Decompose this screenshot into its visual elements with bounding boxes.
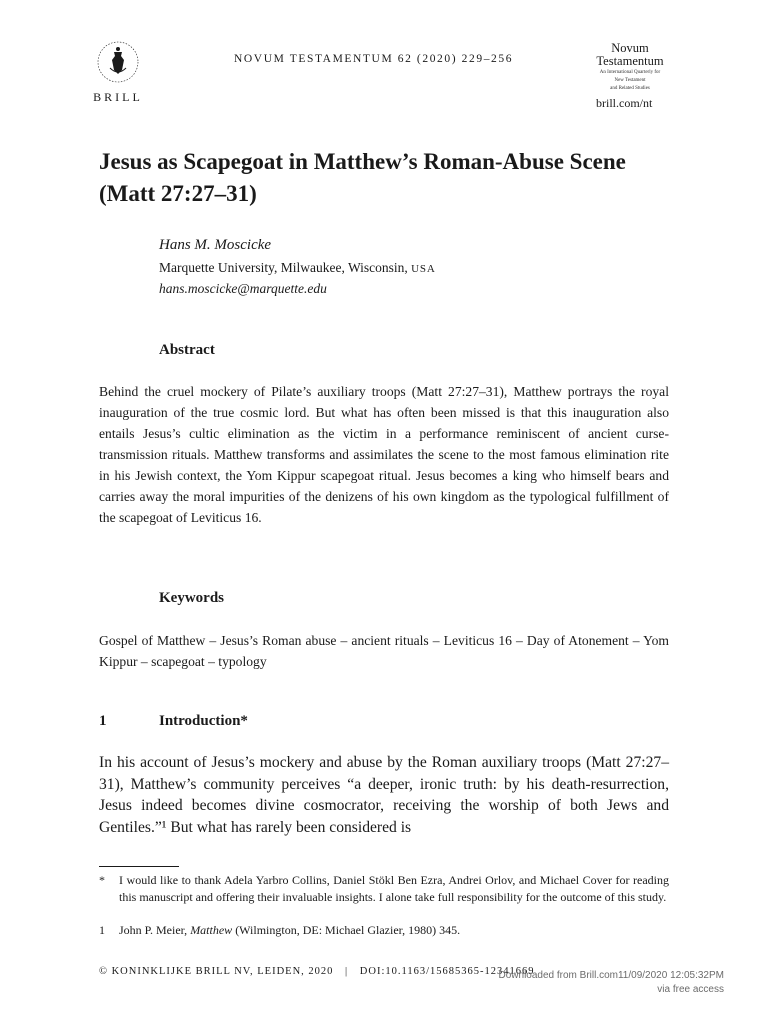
download-watermark	[499, 969, 725, 997]
affiliation-text: Marquette University, Milwaukee, Wisconsin,	[159, 260, 408, 275]
footnote-text	[119, 922, 669, 939]
footnote-text: I would like to thank Adela Yarbro Collins, Daniel Stökl Ben Ezra, Andrei Orlov, and Michael Cover for reading this manuscript and offering their invaluable insights. I alone take full responsibility for the outcome of this study.	[119, 873, 669, 904]
journal-name-line1: Novum	[611, 41, 649, 55]
journal-subtitle-3: and Related Studies	[610, 85, 650, 91]
article-title: Jesus as Scapegoat in Matthew’s Roman-Abuse Scene (Matt 27:27–31)	[99, 149, 626, 206]
journal-name-line2: Testamentum	[596, 54, 664, 69]
journal-subtitle-1: An International Quarterly for	[599, 70, 661, 76]
access-info: via free access	[657, 984, 724, 995]
footnote-text-pre: John P. Meier,	[119, 923, 191, 937]
affiliation-country: USA	[411, 263, 436, 275]
keywords-text: Gospel of Matthew – Jesus’s Roman abuse – ancient rituals – Leviticus 16 – Day of Atonement – Yom Kippur – scapegoat – typology	[99, 633, 669, 669]
author-affiliation	[159, 260, 436, 276]
journal-url-link[interactable]: brill.com/nt	[596, 96, 653, 110]
footnote-1	[99, 922, 669, 939]
author-email-link[interactable]: hans.moscicke@marquette.edu	[159, 281, 327, 296]
footnote-mark: *	[99, 873, 105, 887]
brill-seal-icon	[96, 40, 140, 84]
keywords-heading: Keywords	[159, 590, 224, 606]
abstract-text: Behind the cruel mockery of Pilate’s auxiliary troops (Matt 27:27–31), Matthew portrays the royal inauguration of the true cosmic lord. But what has often been missed is that this inauguration also entails Jesus’s cultic elimination as the victim in a performance reminiscent of ancient curse-transmission rituals. Matthew transforms and assimilates the scene to the most famous elimination rite in his Jewish context, the Yom Kippur scapegoat ritual. Jesus becomes a king who himself bears and carries away the moral impurities of the denizens of his own kingdom as the typological fulfillment of the scapegoat of Leviticus 16.	[99, 384, 669, 525]
footnote-book-title: Matthew	[190, 923, 233, 937]
footnote-divider	[99, 866, 179, 867]
footnote-star	[99, 872, 669, 906]
footnote-mark: 1	[99, 923, 105, 937]
journal-masthead	[580, 42, 680, 92]
introduction-text: In his account of Jesus’s mockery and abuse by the Roman auxiliary troops (Matt 27:27–31), Matthew’s community perceives “a deeper, ironic truth: by his death-resurrection, Jesus indeed becomes divine cosmocrator, receiving the worship of both Jews and Gentiles.”¹ But what has rarely been considered is	[99, 754, 669, 836]
introduction-heading: Introduction*	[159, 713, 248, 729]
publisher-name: BRILL	[93, 90, 143, 104]
brill-logo	[90, 40, 146, 105]
journal-subtitle-2: New Testament	[614, 78, 646, 83]
footnote-text-post: (Wilmington, DE: Michael Glazier, 1980) 345.	[232, 923, 461, 937]
page-footer	[99, 966, 535, 977]
footer-separator: |	[345, 966, 349, 977]
doi-link[interactable]: DOI:10.1163/15685365-12341669	[359, 966, 535, 977]
journal-citation: NOVUM TESTAMENTUM 62 (2020) 229–256	[234, 53, 514, 65]
author-name: Hans M. Moscicke	[159, 237, 272, 253]
copyright-notice: © KONINKLIJKE BRILL NV, LEIDEN, 2020	[99, 966, 334, 977]
download-info: Downloaded from Brill.com11/09/2020 12:05:32PM	[498, 970, 724, 981]
abstract-heading: Abstract	[159, 342, 215, 358]
section-number: 1	[99, 713, 107, 729]
